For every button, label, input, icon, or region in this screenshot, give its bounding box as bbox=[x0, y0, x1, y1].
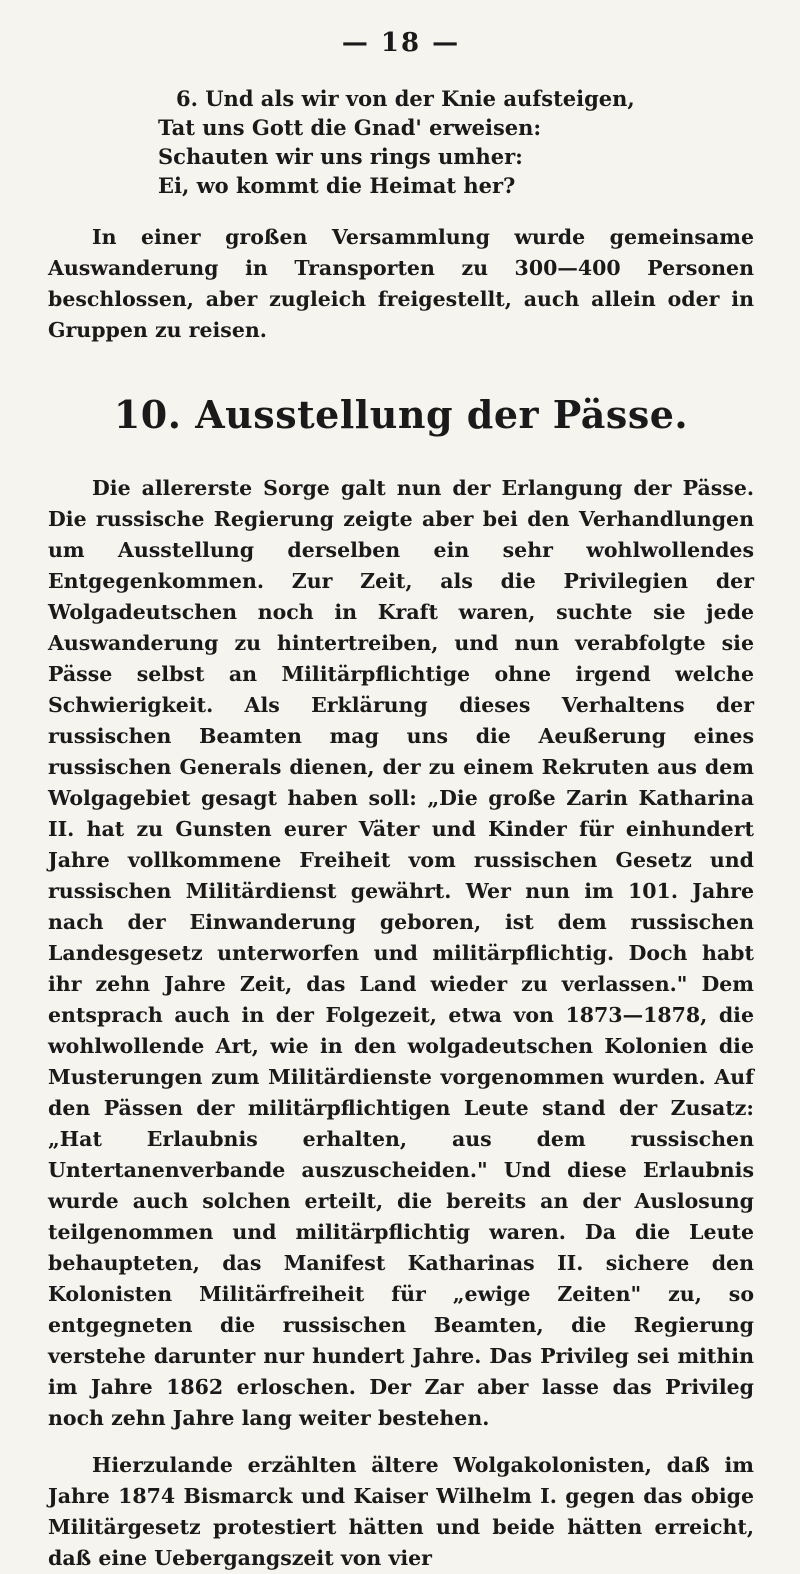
section-heading: 10. Ausstellung der Pässe. bbox=[113, 392, 689, 437]
body-paragraph: In einer großen Versammlung wurde gemeinsame Auswanderung in Transporten zu 300—400 Personen beschlossen, aber zugleich freigestellt, auch allein oder in Gruppen zu reisen. bbox=[48, 225, 754, 342]
poem-verse bbox=[158, 84, 754, 200]
body-paragraph: Hierzulande erzählten ältere Wolgakolonisten, daß im Jahre 1874 Bismarck und Kaiser Wilhelm I. gegen das obige Militärgesetz protestiert hätten und beide hätten erreicht, daß eine Uebergangszeit von vier bbox=[48, 1453, 754, 1570]
verse-line: Schauten wir uns rings umher: bbox=[158, 144, 523, 169]
verse-line: Ei, wo kommt die Heimat her? bbox=[158, 173, 516, 198]
verse-line: Tat uns Gott die Gnad' erweisen: bbox=[158, 115, 542, 140]
body-paragraph: Die allererste Sorge galt nun der Erlangung der Pässe. Die russische Regierung zeigte aber bei den Verhandlungen um Ausstellung derselben ein sehr wohlwollendes Entgegenkommen. Zur Zeit, als die Privilegien der Wolgadeutschen noch in Kraft waren, suchte sie jede Auswanderung zu hintertreiben, und nun verabfolgte sie Pässe selbst an Militärpflichtige ohne irgend welche Schwierigkeit. Als Erklärung dieses Verhaltens der russischen Beamten mag uns die Aeußerung eines russischen Generals dienen, der zu einem Rekruten aus dem Wolgagebiet gesagt haben soll: „Die große Zarin Katharina II. hat zu Gunsten eurer Väter und Kinder für einhundert Jahre vollkommene Freiheit vom russischen Gesetz und russischen Militärdienst gewährt. Wer nun im 101. Jahre nach der Einwanderung geboren, ist dem russischen Landesgesetz unterworfen und militärpflichtig. Doch habt ihr zehn Jahre Zeit, das Land wieder zu verlassen." Dem entsprach auch in der Folgezeit, etwa von 1873—1878, die wohlwollende Art, wie in den wolgadeutschen Kolonien die Musterungen zum Militärdienste vorgenommen wurden. Auf den Pässen der militärpflichtigen Leute stand der Zusatz: „Hat Erlaubnis erhalten, aus dem russischen Untertanenverbande auszuscheiden." Und diese Erlaubnis wurde auch solchen erteilt, die bereits an der Auslosung teilgenommen und militärpflichtig waren. Da die Leute behaupteten, das Manifest Katharinas II. sichere den Kolonisten Militärfreiheit für „ewige Zeiten" zu, so entgegneten die russischen Beamten, die Regierung verstehe darunter nur hundert Jahre. Das Privileg sei mithin im Jahre 1862 erloschen. Der Zar aber lasse das Privileg noch zehn Jahre lang weiter bestehen. bbox=[48, 476, 754, 1430]
page-number: — 18 — bbox=[341, 28, 461, 58]
verse-line: 6. Und als wir von der Knie aufsteigen, bbox=[176, 86, 635, 111]
